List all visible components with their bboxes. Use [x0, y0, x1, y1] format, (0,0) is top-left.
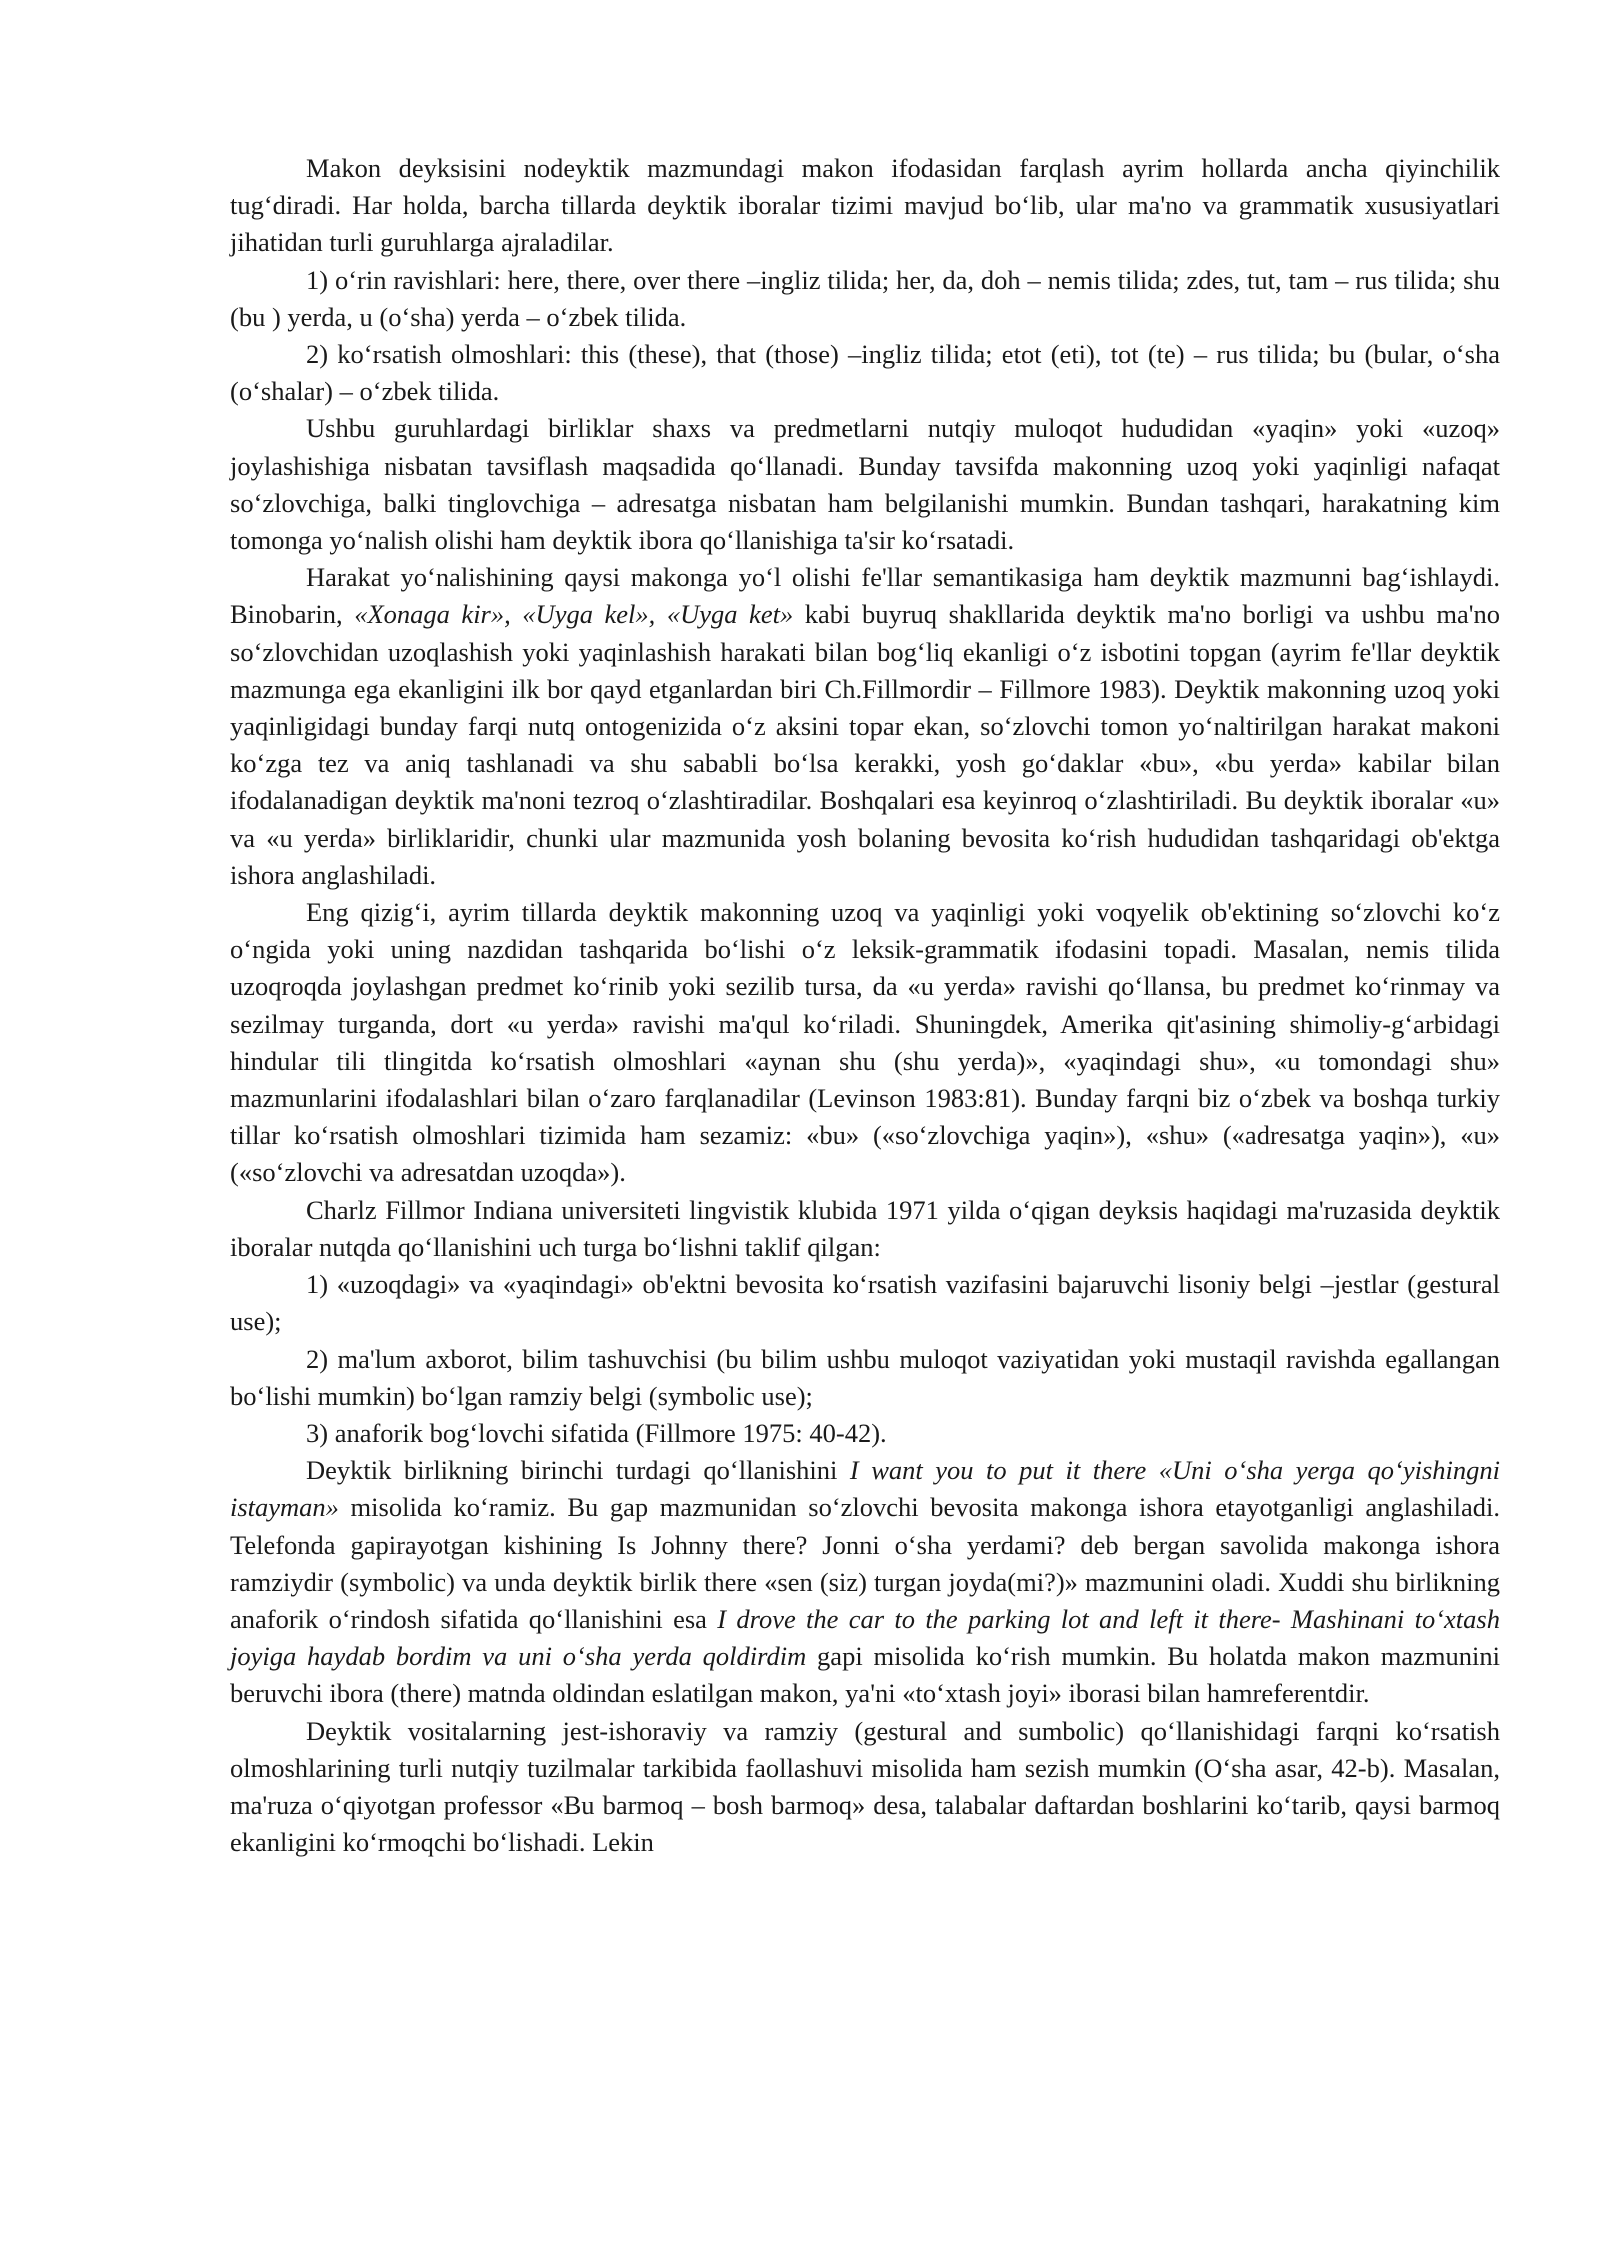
paragraph-text: Ushbu guruhlardagi birliklar shaxs va predmetlarni nutqiy muloqot hududidan «yaqin» yoki «uzoq» joylashishiga nisbatan tavsiflash maqsadida qo‘llanadi. Bunday tavsifda makonning uzoq yoki yaqinligi nafaqat so‘zlovchiga, balki tinglovchiga – adresatga nisbatan ham belgilanishi mumkin. Bundan tashqari, harakatning kim tomonga yo‘nalish olishi ham deyktik ibora qo‘llanishiga ta'sir ko‘rsatadi.: [230, 413, 1500, 556]
paragraph-text: gapi misolida ko‘rish mumkin. Bu holatda makon mazmunini beruvchi ibora (there) matnda oldindan eslatilgan makon, ya'ni «to‘xtash joyi» iborasi bilan hamreferentdir.: [230, 1641, 1500, 1709]
paragraph-text: 1) «uzoqdagi» va «yaqindagi» ob'ektni bevosita ko‘rsatish vazifasini bajaruvchi lisoniy belgi –jestlar (gestural use);: [230, 1269, 1500, 1337]
paragraph: [230, 1713, 1500, 1862]
paragraph-text: Eng qizig‘i, ayrim tillarda deyktik makonning uzoq va yaqinligi yoki voqyelik ob'ektining so‘zlovchi ko‘z o‘ngida yoki uning nazdidan tashqarida bo‘lishi o‘z leksik-grammatik ifodasini topadi. Masalan, nemis tilida uzoqroqda joylashgan predmet ko‘rinib yoki sezilib tursa, da «u yerda» ravishi qo‘llansa, bu predmet ko‘rinmay va sezilmay turganda, dort «u yerda» ravishi ma'qul ko‘riladi. Shuningdek, Amerika qit'asining shimoliy-g‘arbidagi hindular tili tlingitda ko‘rsatish olmoshlari «aynan shu (shu yerda)», «yaqindagi shu», «u tomondagi shu» mazmunlarini ifodalashlari bilan o‘zaro farqlanadilar (Levinson 1983:81). Bunday farqni biz o‘zbek va boshqa turkiy tillar ko‘rsatish olmoshlari tizimida ham sezamiz: «bu» («so‘zlovchiga yaqin»), «shu» («adresatga yaqin»), «u» («so‘zlovchi va adresatdan uzoqda»).: [230, 897, 1500, 1188]
paragraph: [230, 1266, 1500, 1340]
paragraph-text: 2) ko‘rsatish olmoshlari: this (these), that (those) –ingliz tilida; etot (eti), tot (te) – rus tilida; bu (bular, o‘sha (o‘shalar) – o‘zbek tilida.: [230, 339, 1500, 407]
paragraph-text: 2) ma'lum axborot, bilim tashuvchisi (bu bilim ushbu muloqot vaziyatidan yoki mustaqil ravishda egallangan bo‘lishi mumkin) bo‘lgan ramziy belgi (symbolic use);: [230, 1343, 1500, 1411]
paragraph-text: Deyktik birlikning birinchi turdagi qo‘llanishini: [306, 1455, 850, 1486]
paragraph-text: Makon deyksisini nodeyktik mazmundagi makon ifodasidan farqlash ayrim hollarda ancha qiyinchilik tug‘diradi. Har holda, barcha tillarda deyktik iboralar tizimi mavjud bo‘lib, ular ma'no va grammatik xususiyatlari jihatidan turli guruhlarga ajraladilar.: [230, 153, 1500, 258]
paragraph-text: Harakat yo‘nalishining qaysi makonga yo‘l olishi fe'llar semantikasiga ham deyktik mazmunni bag‘ishlaydi. Binobarin,: [230, 562, 1500, 630]
paragraph-text: 3) anaforik bog‘lovchi sifatida (Fillmore 1975: 40-42).: [306, 1417, 887, 1448]
italic-example-text: «Xonaga kir», «Uyga kel», «Uyga ket»: [354, 599, 794, 630]
italic-example-text: I want you to put it there «Uni o‘sha yerga qo‘yishingni istayman»: [230, 1455, 1500, 1523]
paragraph: [230, 1192, 1500, 1266]
paragraph: [230, 262, 1500, 336]
paragraph-text: Deyktik vositalarning jest-ishoraviy va ramziy (gestural and sumbolic) qo‘llanishidagi farqni ko‘rsatish olmoshlarining turli nutqiy tuzilmalar tarkibida faollashuvi misolida ham sezish mumkin (O‘sha asar, 42-b). Masalan, ma'ruza o‘qiyotgan professor «Bu barmoq – bosh barmoq» desa, talabalar daftardan boshlarini ko‘tarib, qaysi barmoq ekanligini ko‘rmoqchi bo‘lishadi. Lekin: [230, 1715, 1500, 1858]
paragraph-text: Charlz Fillmor Indiana universiteti lingvistik klubida 1971 yilda o‘qigan deyksis haqidagi ma'ruzasida deyktik iboralar nutqda qo‘llanishini uch turga bo‘lishni taklif qilgan:: [230, 1194, 1500, 1262]
paragraph-text: 1) o‘rin ravishlari: here, there, over there –ingliz tilida; her, da, doh – nemis tilida; zdes, tut, tam – rus tilida; shu (bu ) yerda, u (o‘sha) yerda – o‘zbek tilida.: [230, 264, 1500, 332]
paragraph: [230, 410, 1500, 559]
paragraph: [230, 150, 1500, 262]
paragraph: [230, 1415, 1500, 1452]
paragraph: [230, 1452, 1500, 1712]
paragraph-text: kabi buyruq shakllarida deyktik ma'no borligi va ushbu ma'no so‘zlovchidan uzoqlashish yoki yaqinlashish harakati bilan bog‘liq ekanligi o‘z isbotini topgan (ayrim fe'llar deyktik mazmunga ega ekanligini ilk bor qayd etganlardan biri Ch.Fillmordir – Fillmore 1983). Deyktik makonning uzoq yoki yaqinligidagi bunday farqi nutq ontogenizida o‘z aksini topar ekan, so‘zlovchi tomon yo‘naltirilgan harakat makoni ko‘zga tez va aniq tashlanadi va shu sababli bo‘lsa kerakki, yosh go‘daklar «bu», «bu yerda» kabilar bilan ifodalanadigan deyktik ma'noni tezroq o‘zlashtiradilar. Boshqalari esa keyinroq o‘zlashtiriladi. Bu deyktik iboralar «u» va «u yerda» birliklaridir, chunki ular mazmunida yosh bolaning bevosita ko‘rish hududidan tashqaridagi ob'ektga ishora anglashiladi.: [230, 599, 1500, 890]
document-page: [230, 150, 1500, 1861]
paragraph: [230, 1341, 1500, 1415]
paragraph-text: misolida ko‘ramiz. Bu gap mazmunidan so‘zlovchi bevosita makonga ishora etayotganligi anglashiladi. Telefonda gapirayotgan kishining Is Johnny there? Jonni o‘sha yerdami? deb bergan savolida makonga ishora ramziydir (symbolic) va unda deyktik birlik there «sen (siz) turgan joyda(mi?)» mazmunini oladi. Xuddi shu birlikning anaforik o‘rindosh sifatida qo‘llanishini esa: [230, 1492, 1500, 1634]
italic-example-text: I drove the car to the parking lot and left it there- Mashinani to‘xtash joyiga haydab bordim va uni o‘sha yerda qoldirdim: [230, 1603, 1500, 1672]
paragraph: [230, 559, 1500, 894]
paragraph: [230, 894, 1500, 1192]
paragraph: [230, 336, 1500, 410]
